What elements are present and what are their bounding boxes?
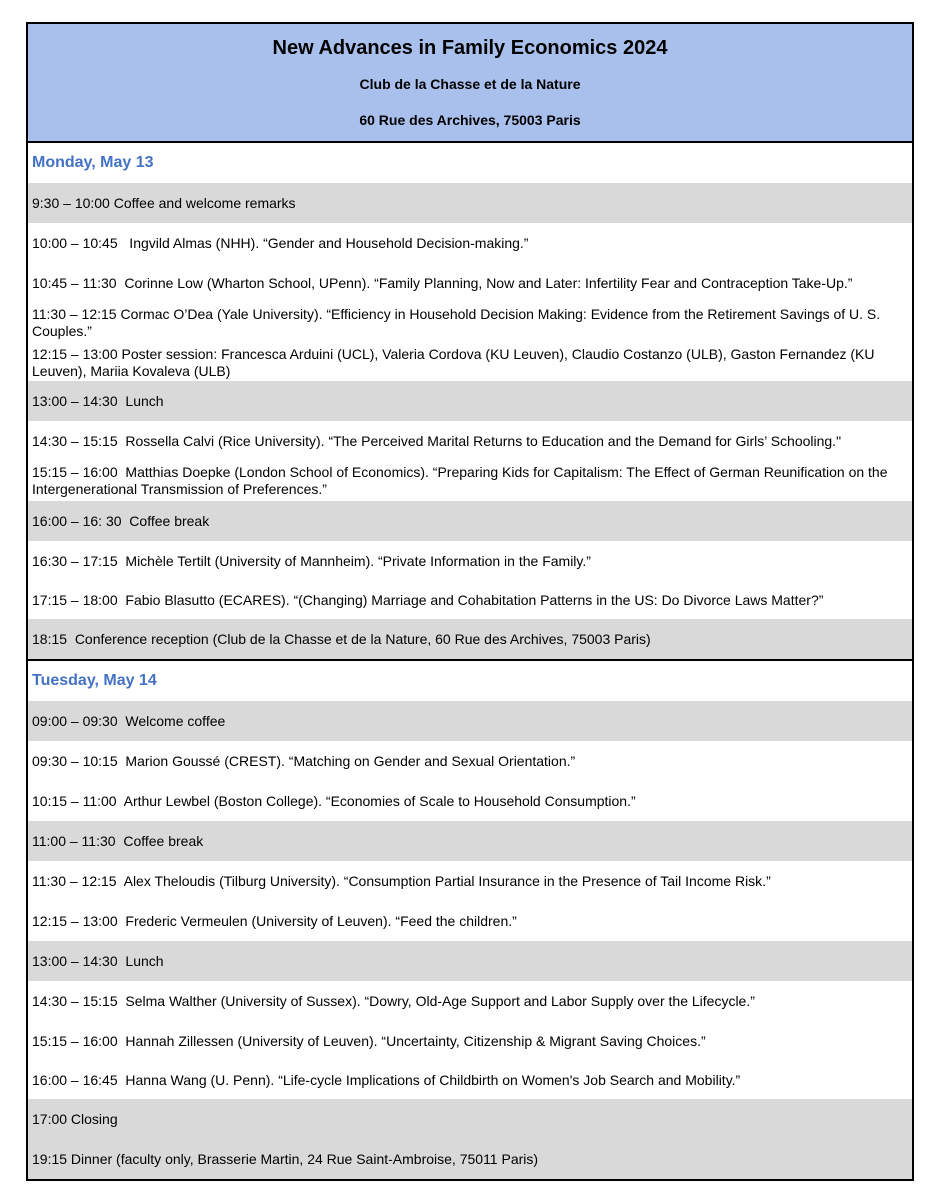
schedule-item-text: 9:30 – 10:00 Coffee and welcome remarks	[32, 195, 296, 211]
schedule-row	[28, 981, 912, 1021]
schedule-item-text: 11:30 – 12:15 Alex Theloudis (Tilburg University). “Consumption Partial Insurance in the Presence of Tail Income Risk.”	[32, 873, 771, 889]
schedule-row	[28, 1139, 912, 1179]
schedule-row	[28, 183, 912, 223]
schedule-item-text: 14:30 – 15:15 Selma Walther (University of Sussex). “Dowry, Old-Age Support and Labor Supply over the Lifecycle.”	[32, 993, 755, 1009]
schedule-row	[28, 619, 912, 659]
schedule-item-text: 17:00 Closing	[32, 1111, 118, 1127]
venue-address: 60 Rue des Archives, 75003 Paris	[359, 112, 581, 128]
day-tuesday	[28, 661, 912, 1179]
schedule-row	[28, 941, 912, 981]
schedule-item-text: 09:00 – 09:30 Welcome coffee	[32, 713, 226, 729]
schedule-item-text: 19:15 Dinner (faculty only, Brasserie Martin, 24 Rue Saint-Ambroise, 75011 Paris)	[32, 1151, 539, 1167]
schedule-row	[28, 461, 912, 501]
schedule-row	[28, 501, 912, 541]
schedule-row	[28, 1061, 912, 1099]
schedule-item-text: 15:15 – 16:00 Matthias Doepke (London School of Economics). “Preparing Kids for Capitalism: The Effect of German Reunification on the Intergenerational Transmission of Preferences.”	[32, 464, 892, 497]
schedule-row	[28, 741, 912, 781]
program-header	[28, 24, 912, 143]
schedule-row	[28, 421, 912, 461]
schedule-item-text: 12:15 – 13:00 Poster session: Francesca Arduini (UCL), Valeria Cordova (KU Leuven), Claudio Costanzo (ULB), Gaston Fernandez (KU Leuven), Mariia Kovaleva (ULB)	[32, 346, 879, 379]
schedule-item-text: 17:15 – 18:00 Fabio Blasutto (ECARES). “(Changing) Marriage and Cohabitation Patterns in the US: Do Divorce Laws Matter?”	[32, 592, 824, 608]
schedule-row	[28, 861, 912, 901]
schedule-item-text: 16:00 – 16:45 Hanna Wang (U. Penn). “Life-cycle Implications of Childbirth on Women's Job Search and Mobility.”	[32, 1072, 741, 1088]
day-title: Monday, May 13	[32, 154, 154, 171]
schedule-item-text: 13:00 – 14:30 Lunch	[32, 953, 164, 969]
schedule-item-text: 12:15 – 13:00 Frederic Vermeulen (University of Leuven). “Feed the children.”	[32, 913, 517, 929]
schedule-item-text: 18:15 Conference reception (Club de la Chasse et de la Nature, 60 Rue des Archives, 75003 Paris)	[32, 631, 651, 647]
day-title: Tuesday, May 14	[32, 672, 157, 689]
schedule-item-text: 09:30 – 10:15 Marion Goussé (CREST). “Matching on Gender and Sexual Orientation.”	[32, 753, 576, 769]
schedule-item-text: 16:30 – 17:15 Michèle Tertilt (University of Mannheim). “Private Information in the Family.”	[32, 553, 591, 569]
schedule-row	[28, 1099, 912, 1139]
schedule-row	[28, 381, 912, 421]
schedule-row	[28, 781, 912, 821]
schedule-item-text: 16:00 – 16: 30 Coffee break	[32, 513, 210, 529]
schedule-row	[28, 343, 912, 381]
schedule-item-text: 13:00 – 14:30 Lunch	[32, 393, 164, 409]
program-table	[26, 22, 914, 1181]
schedule-row	[28, 303, 912, 343]
schedule-row	[28, 541, 912, 581]
conference-title: New Advances in Family Economics 2024	[272, 37, 668, 59]
schedule-item-text: 14:30 – 15:15 Rossella Calvi (Rice University). “The Perceived Marital Returns to Education and the Demand for Girls’ Schooling."	[32, 433, 842, 449]
schedule-item-text: 11:00 – 11:30 Coffee break	[32, 833, 204, 849]
schedule-row	[28, 701, 912, 741]
schedule-row	[28, 821, 912, 861]
schedule-item-text: 10:15 – 11:00 Arthur Lewbel (Boston College). “Economies of Scale to Household Consumption.”	[32, 793, 636, 809]
schedule-item-text: 11:30 – 12:15 Cormac O’Dea (Yale University). “Efficiency in Household Decision Making: Evidence from the Retirement Savings of U. S. Couples.”	[32, 306, 885, 339]
venue-name: Club de la Chasse et de la Nature	[359, 76, 581, 92]
day-monday	[28, 143, 912, 661]
schedule-row	[28, 223, 912, 263]
schedule-row	[28, 263, 912, 303]
schedule-item-text: 10:00 – 10:45 Ingvild Almas (NHH). “Gender and Household Decision-making.”	[32, 235, 529, 251]
schedule-item-text: 10:45 – 11:30 Corinne Low (Wharton School, UPenn). “Family Planning, Now and Later: Infertility Fear and Contraception Take-Up.”	[32, 275, 853, 291]
schedule-row	[28, 581, 912, 619]
schedule-row	[28, 1021, 912, 1061]
schedule-row	[28, 901, 912, 941]
schedule-item-text: 15:15 – 16:00 Hannah Zillessen (University of Leuven). “Uncertainty, Citizenship & Migrant Saving Choices.”	[32, 1033, 706, 1049]
